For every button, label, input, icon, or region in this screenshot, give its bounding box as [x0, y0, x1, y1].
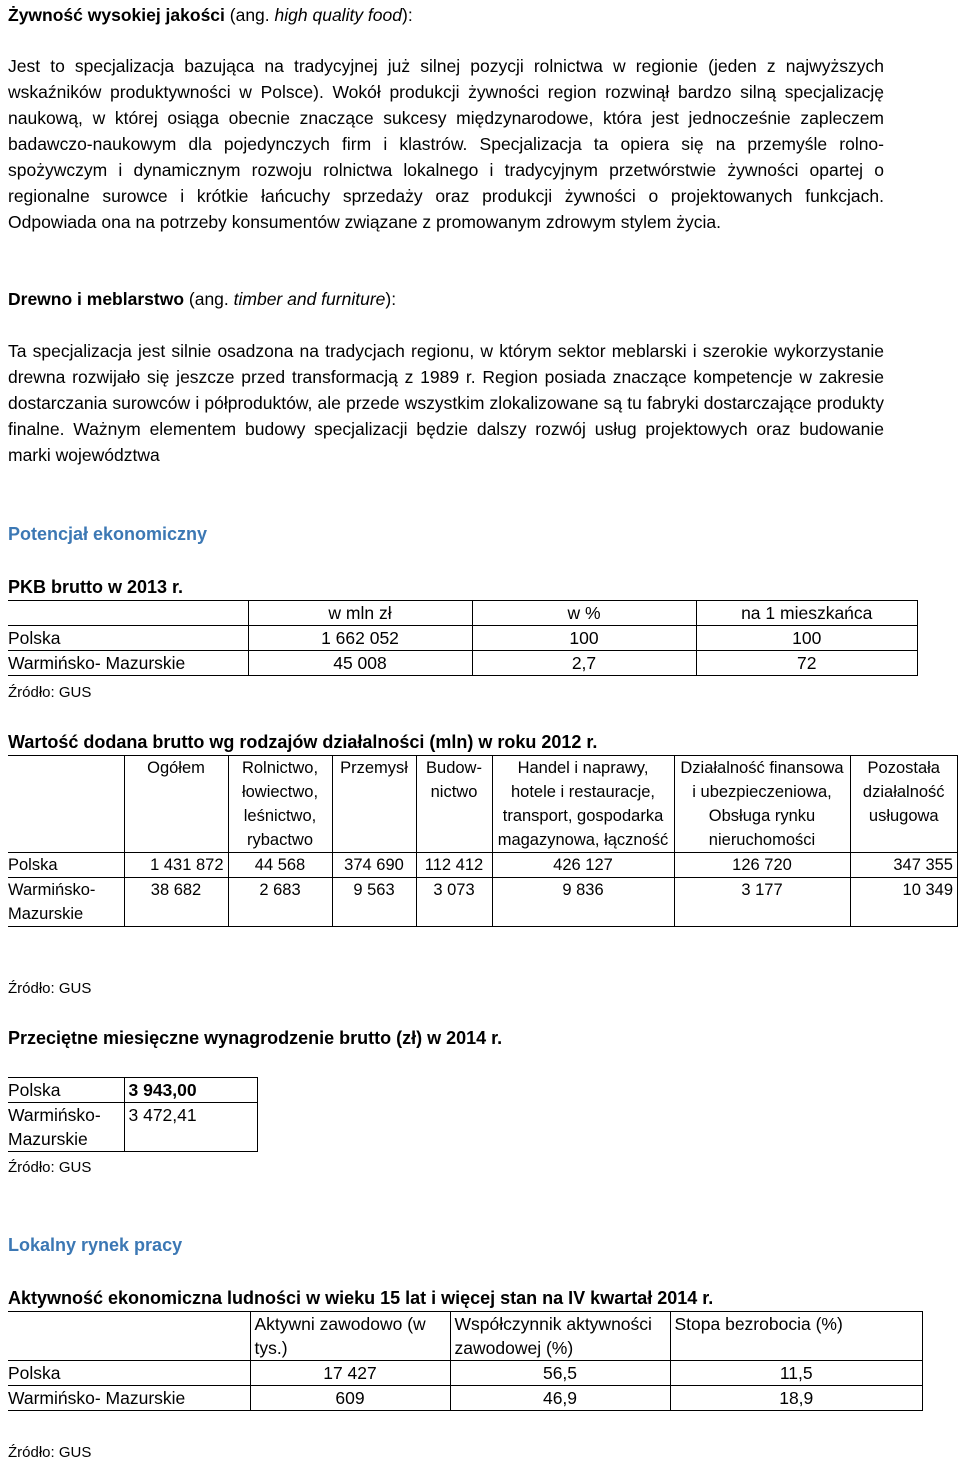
table-header: Ogółem — [124, 756, 228, 853]
table-cell: 2,7 — [472, 651, 696, 676]
table-cell: 2 683 — [228, 878, 332, 927]
activity-table — [8, 1311, 923, 1411]
table-cell: 45 008 — [248, 651, 472, 676]
table-cell: 609 — [250, 1386, 450, 1411]
table-header: Handel i naprawy, hotele i restauracje, transport, gospodarka magazynowa, łączność — [492, 756, 674, 853]
table-cell: 46,9 — [450, 1386, 670, 1411]
wood-heading-end: ): — [385, 289, 397, 309]
table-cell: 44 568 — [228, 853, 332, 878]
row-label: Warmińsko-Mazurskie — [8, 878, 124, 927]
table-header: Przemysł — [332, 756, 416, 853]
table-header: Działalność finansowa i ubezpieczeniowa, Obsługa rynku nieruchomości — [674, 756, 850, 853]
table-cell: 426 127 — [492, 853, 674, 878]
table-cell: 11,5 — [670, 1361, 923, 1386]
food-heading-italic: high quality food — [274, 5, 402, 25]
table-cell: 10 349 — [850, 878, 958, 927]
section-title-labor: Lokalny rynek pracy — [8, 1235, 183, 1255]
table-row — [8, 651, 918, 676]
wage-source: Źródło: GUS — [8, 1159, 92, 1176]
table-cell: 3 073 — [416, 878, 492, 927]
table-cell: 1 662 052 — [248, 626, 472, 651]
food-heading — [8, 2, 884, 28]
activity-title: Aktywność ekonomiczna ludności w wieku 15 lat i więcej stan na IV kwartał 2014 r. — [8, 1288, 714, 1308]
table-header: Pozostała działalność usługowa — [850, 756, 958, 853]
table-cell: 347 355 — [850, 853, 958, 878]
table-cell — [8, 756, 124, 853]
wood-paragraph: Ta specjalizacja jest silnie osadzona na tradycjach regionu, w którym sektor meblarski i szerokie wykorzystanie drewna rozwijało się jeszcze przed transformacją z 1989 r. Region posiada znaczące kompetencje w zakresie dostarczania surowców i półproduktów, ale przede wszystkim zlokalizowane są tu fabryki dostarczające produkty finalne. Ważnym elementem budowy specjalizacji będzie dalszy rozwój usług projektowych oraz budowanie marki województwa — [8, 341, 884, 465]
table-cell: 1 431 872 — [124, 853, 228, 878]
pkb-table — [8, 600, 918, 676]
table-row — [8, 601, 918, 626]
section-title-econ: Potencjał ekonomiczny — [8, 524, 208, 544]
table-row — [8, 1103, 258, 1152]
table-cell: 3 472,41 — [124, 1103, 258, 1152]
row-label: Warmińsko-Mazurskie — [8, 1103, 124, 1152]
pkb-title: PKB brutto w 2013 r. — [8, 577, 184, 597]
row-label: Polska — [8, 626, 248, 651]
table-row — [8, 626, 918, 651]
table-row — [8, 1361, 923, 1386]
table-cell: 3 943,00 — [124, 1078, 258, 1103]
table-cell: 126 720 — [674, 853, 850, 878]
row-label: Warmińsko- Mazurskie — [8, 651, 248, 676]
food-heading-bold: Żywność wysokiej jakości — [8, 5, 225, 25]
table-cell: 100 — [472, 626, 696, 651]
pkb-source: Źródło: GUS — [8, 684, 92, 701]
table-header: w mln zł — [248, 601, 472, 626]
table-cell: 38 682 — [124, 878, 228, 927]
row-label: Polska — [8, 853, 124, 878]
table-cell: 18,9 — [670, 1386, 923, 1411]
table-cell: 9 836 — [492, 878, 674, 927]
wage-table — [8, 1077, 258, 1152]
table-cell: 56,5 — [450, 1361, 670, 1386]
row-label: Polska — [8, 1361, 250, 1386]
table-cell: 112 412 — [416, 853, 492, 878]
table-header: Współczynnik aktywności zawodowej (%) — [450, 1312, 670, 1361]
gva-source: Źródło: GUS — [8, 980, 92, 997]
food-heading-rest: (ang. — [224, 5, 275, 25]
wood-heading-bold: Drewno i meblarstwo — [8, 289, 185, 309]
table-cell: 100 — [696, 626, 918, 651]
activity-source: Źródło: GUS — [8, 1444, 92, 1461]
table-header: Stopa bezrobocia (%) — [670, 1312, 923, 1361]
food-paragraph: Jest to specjalizacja bazująca na tradycyjnej już silnej pozycji rolnictwa w regionie (jeden z najwyższych wskaźników produktywności w Polsce). Wokół produkcji żywności region rozwinął bardzo silną specjalizację naukową, w której osiąga obecnie znaczące sukcesy międzynarodowe, która jest jednocześnie zapleczem badawczo-naukowym dla pojedynczych firm i klastrów. Specjalizacja ta opiera się na przemyśle rolno-spożywczym i dynamicznym rozwoju rolnictwa lokalnego i tradycyjnym przetwórstwie żywności opartej o regionalne surowce i krótkie łańcuchy sprzedaży oraz produkcji żywności o projektowanych funkcjach. Odpowiada ona na potrzeby konsumentów związane z promowanym zdrowym stylem życia. — [8, 56, 884, 232]
wood-heading-italic: timber and furniture — [233, 289, 386, 309]
table-cell — [8, 601, 248, 626]
row-label: Warmińsko- Mazurskie — [8, 1386, 250, 1411]
table-row — [8, 878, 958, 927]
gva-table — [8, 755, 958, 927]
table-header: Aktywni zawodowo (w tys.) — [250, 1312, 450, 1361]
wood-heading-rest: (ang. — [184, 289, 234, 309]
table-cell: 9 563 — [332, 878, 416, 927]
table-header: Budow-nictwo — [416, 756, 492, 853]
table-header: Rolnictwo, łowiectwo, leśnictwo, rybactwo — [228, 756, 332, 853]
table-row — [8, 756, 958, 853]
table-cell — [8, 1312, 250, 1361]
table-row — [8, 853, 958, 878]
table-row — [8, 1078, 258, 1103]
table-cell: 72 — [696, 651, 918, 676]
table-row — [8, 1312, 923, 1361]
table-cell: 3 177 — [674, 878, 850, 927]
table-row — [8, 1386, 923, 1411]
table-header: na 1 mieszkańca — [696, 601, 918, 626]
gva-title: Wartość dodana brutto wg rodzajów działalności (mln) w roku 2012 r. — [8, 732, 598, 752]
table-cell: 17 427 — [250, 1361, 450, 1386]
wage-title: Przeciętne miesięczne wynagrodzenie brutto (zł) w 2014 r. — [8, 1028, 503, 1048]
wood-heading — [8, 286, 884, 312]
table-header: w % — [472, 601, 696, 626]
food-heading-end: ): — [402, 5, 413, 25]
row-label: Polska — [8, 1078, 124, 1103]
table-cell: 374 690 — [332, 853, 416, 878]
